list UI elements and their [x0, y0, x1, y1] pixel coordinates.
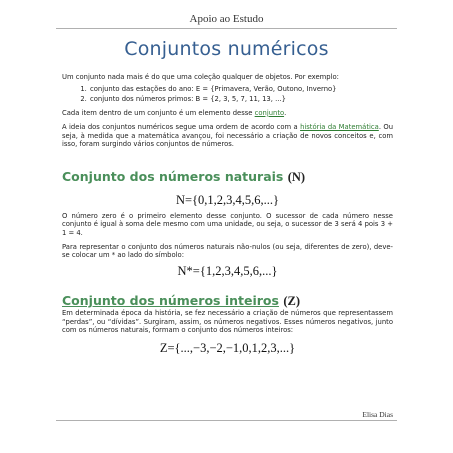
footer-divider [56, 420, 397, 421]
history-paragraph [62, 123, 393, 148]
element-text: Cada item dentro de um conjunto é um elemento desse [62, 108, 255, 117]
conjunto-link[interactable]: conjunto [254, 108, 285, 117]
formula-naturais: N={0,1,2,3,4,5,6,...} [175, 193, 280, 208]
formula-naturais-nao-nulos: N*={1,2,3,4,5,6,...} [177, 263, 278, 278]
page-header: Apoio ao Estudo [189, 13, 264, 25]
element-text-end: . [284, 108, 287, 117]
document-body [62, 73, 393, 356]
history-text: A ideia dos conjuntos numéricos segue uma ordem de acordo com a [62, 123, 301, 132]
section-title-naturais [62, 169, 393, 185]
naturais-paragraph-1: O número zero é o primeiro elemento desse conjunto. O sucessor de cada número nesse conjunto é igual à soma dele mesmo com uma unidade, ou seja, o sucessor de 3 será 4 pois 3 + 1 = 4. [62, 211, 393, 237]
page-title: Conjuntos numéricos [124, 38, 329, 60]
history-text-end: . Ou seja, à medida que a matemática avançou, foi necessário a criação de novos conceitos e, com isso, foram surgindo vários conjuntos de números. [62, 123, 393, 148]
list-item: 2. conjunto dos números primos: B = {2, 3, 5, 7, 11, 13, ...} [89, 95, 393, 103]
element-paragraph [62, 109, 393, 117]
historia-matematica-link[interactable]: história da Matemática [300, 123, 379, 132]
list-item: 1. conjunto das estações do ano: E = {Primavera, Verão, Outono, Inverno} [89, 85, 393, 93]
formula-inteiros: Z={...,−3,−2,−1,0,1,2,3,...} [159, 341, 296, 356]
inteiros-paragraph: Em determinada época da história, se fez necessário a criação de números que representassem “perdas”, ou “dívidas”. Surgiram, assim, os números negativos. Esses números negativos, junto com os números naturais, formam o conjunto dos números inteiros: [62, 309, 393, 334]
section-title-text: Conjunto dos números inteiros [62, 293, 279, 309]
naturais-paragraph-2: Para representar o conjunto dos números naturais não-nulos (ou seja, diferentes de zero), deve-se colocar um * ao lado do símbolo: [62, 242, 393, 260]
footer-author: Elisa Dias [362, 410, 393, 419]
header-divider [56, 28, 397, 29]
section-title-inteiros [62, 293, 393, 309]
section-title-text: Conjunto dos números naturais [62, 169, 284, 185]
section-symbol: (N) [287, 170, 306, 185]
intro-paragraph: Um conjunto nada mais é do que uma coleção qualquer de objetos. Por exemplo: [62, 73, 339, 81]
example-list [62, 85, 393, 103]
section-symbol: (Z) [283, 294, 300, 309]
